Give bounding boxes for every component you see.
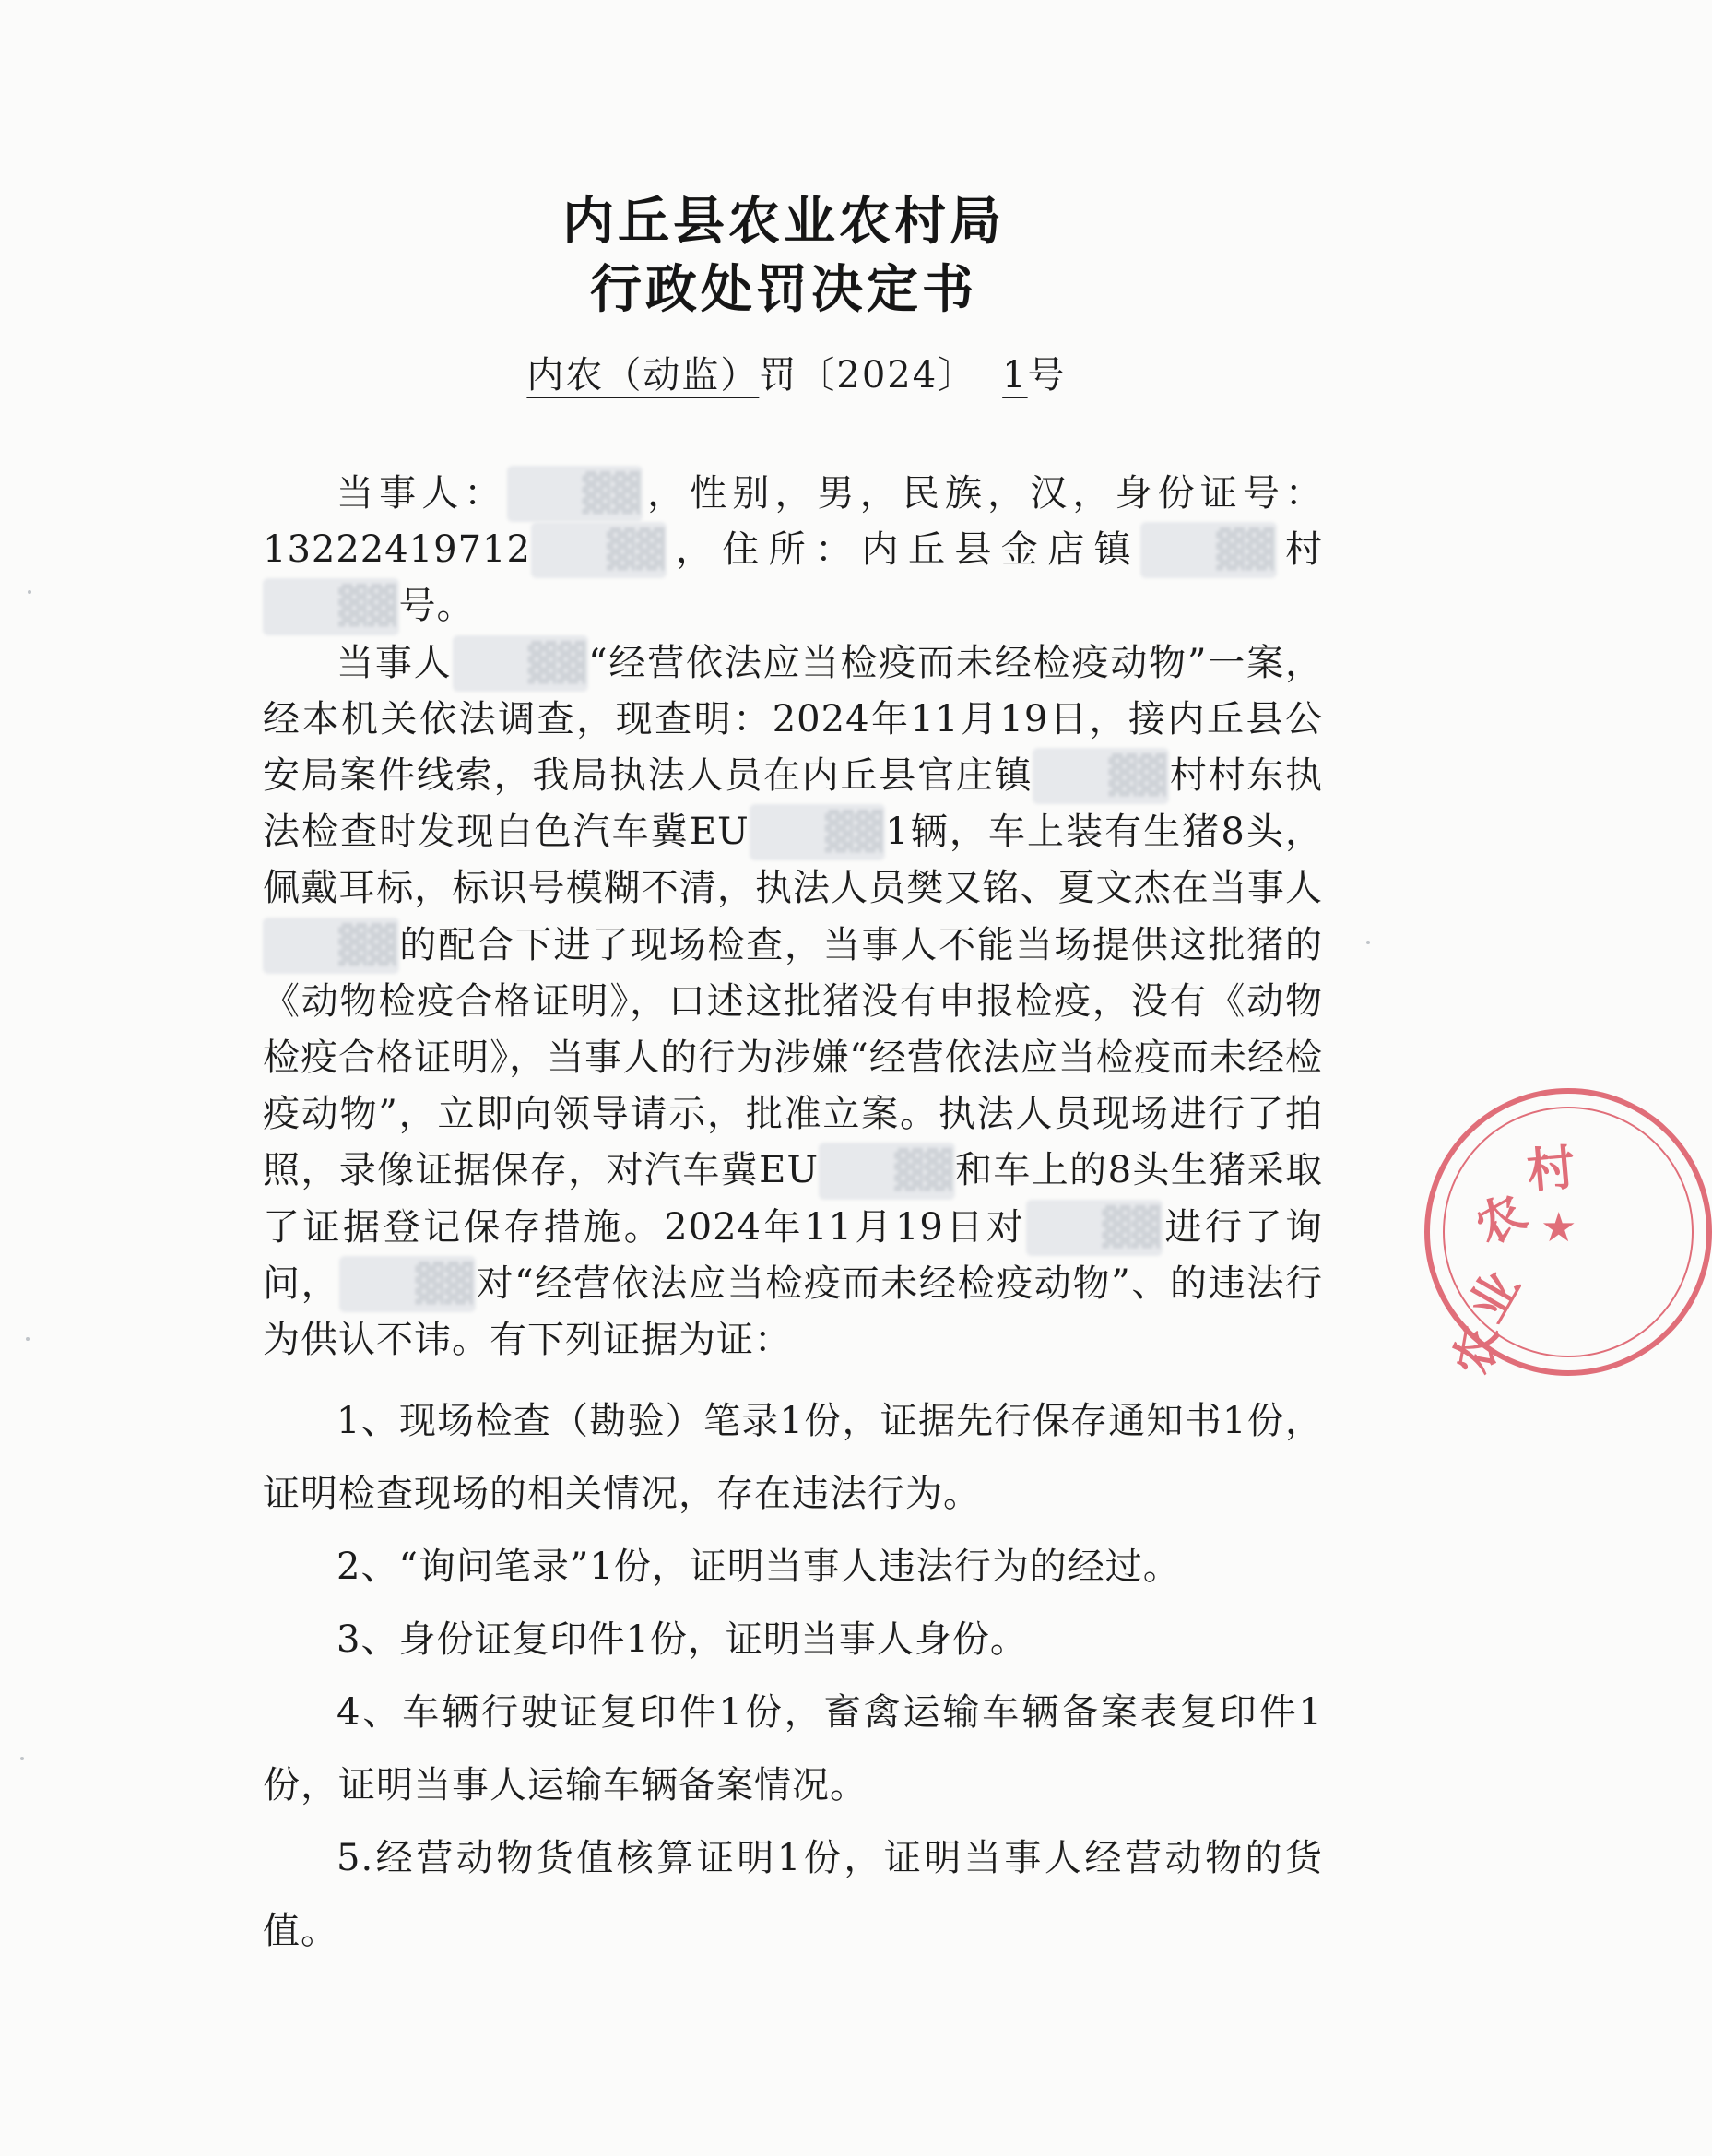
seal-char: 农 [1466, 1184, 1536, 1257]
seal-char: 农 [1446, 1321, 1509, 1380]
evidence-item: 4、车辆行驶证复印件1份，畜禽运输车辆备案表复印件1份，证明当事人运输车辆备案情况。 [263, 1691, 1323, 1807]
seal-char: 村 [1524, 1140, 1578, 1201]
scan-speck [26, 1337, 30, 1341]
doc-number-suffix: 号 [1027, 354, 1067, 397]
evidence-item: 5.经营动物货值核算证明1份，证明当事人经营动物的货值。 [263, 1837, 1323, 1953]
doc-number-value: 1 [1002, 354, 1028, 397]
doc-number-middle: 罚〔2024〕 [759, 354, 977, 397]
redacted-house-number: ▓▓ [263, 578, 399, 634]
evidence-item: 3、身份证复印件1份，证明当事人身份。 [336, 1618, 1028, 1662]
redacted-village: ▓▓ [1140, 522, 1277, 578]
scan-speck [1366, 941, 1370, 944]
scan-speck [28, 590, 31, 594]
issuing-authority-title: 内丘县农业农村局 [562, 191, 1005, 252]
evidence-item: 2、“询问笔录”1份，证明当事人违法行为的经过。 [336, 1546, 1181, 1589]
seal-star-icon: ★ [1541, 1204, 1577, 1251]
redacted-name: ▓▓ [453, 635, 589, 692]
document-type-title: 行政处罚决定书 [590, 259, 977, 320]
redacted-plate: ▓▓ [750, 804, 886, 860]
doc-number-prefix: 内农（动监） [526, 354, 760, 397]
redacted-village: ▓▓ [1033, 748, 1169, 804]
redacted-name: ▓▓ [263, 918, 399, 974]
document-number [0, 346, 1567, 398]
case-facts-paragraph: 当事人 ▓▓“经营依法应当检疫而未经检疫动物”一案，经本机关依法调查，现查明：2024年11月19日，接内丘县公安局案件线索，我局执法人员在内丘县官庄镇 ▓▓村村东执法检查时发现白色汽车冀EU ▓▓1辆，车上装有生猪8头，佩戴耳标，标识号模糊不清，执法人员樊又铭、夏文杰在当事人▓▓的配合下进了现场检查，当事人不能当场提供这批猪的《动物检疫合格证明》，口述这批猪没有申报检疫，没有《动物检疫合格证明》，当事人的行为涉嫌“经营依法应当检疫而未经检疫动物”，立即向领导请示，批准立案。执法人员现场进行了拍照，录像证据保存，对汽车冀EU ▓▓和车上的8头生猪采取了证据登记保存措施。2024年11月19日对 ▓▓进行了询问， ▓▓对“经营依法应当检疫而未经检疫动物”、的违法行为供认不讳。有下列证据为证： [263, 635, 1323, 1369]
evidence-list [263, 1385, 1323, 1968]
redacted-name: ▓▓ [507, 466, 643, 522]
redacted-plate: ▓▓ [819, 1143, 955, 1199]
seal-char: 业 [1458, 1262, 1531, 1332]
redacted-id: ▓▓ [531, 522, 667, 578]
scan-speck [20, 1757, 24, 1760]
evidence-item: 1、现场检查（勘验）笔录1份，证据先行保存通知书1份，证明检查现场的相关情况，存在违法行为。 [263, 1400, 1323, 1516]
official-seal-stamp [1424, 1088, 1712, 1380]
redacted-name: ▓▓ [339, 1256, 476, 1312]
redacted-name: ▓▓ [1026, 1200, 1163, 1256]
party-info-paragraph: 当事人： ▓▓，性别，男，民族，汉，身份证号：13222419712 ▓▓，住所：内丘县金店镇 ▓▓村▓▓号。 [263, 466, 1323, 635]
document-body [263, 466, 1323, 1968]
